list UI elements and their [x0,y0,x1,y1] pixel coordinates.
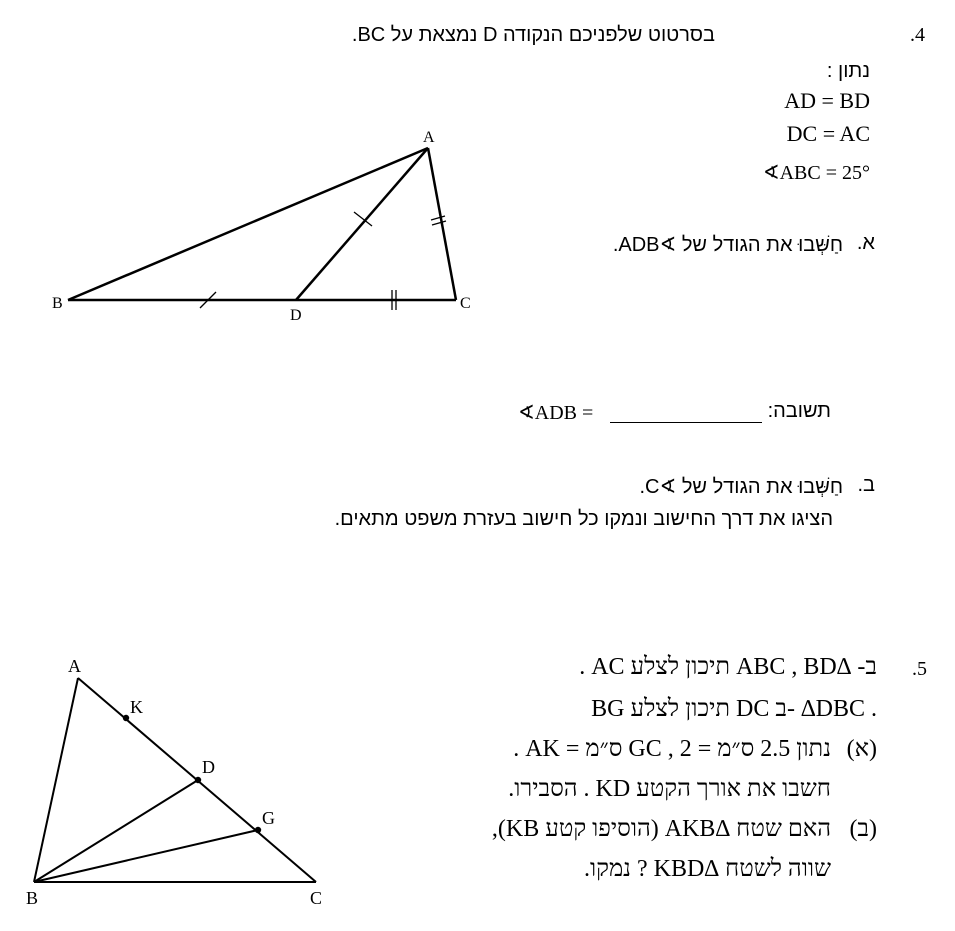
median-bg [34,830,258,882]
q4-given-label: נתון : [826,60,870,82]
q5-line-1: ב- ∆ABC , BD תיכון לצלע AC . [579,654,877,680]
label-a: A [423,129,435,146]
q4-part-b-instruction: הציגו את דרך החישוב ונמקו כל חישוב בעזרת משפט מתאים. [334,508,833,530]
segment-ad [296,148,428,300]
q4-part-a-letter: א. [856,232,875,254]
label-b: B [26,888,39,908]
q5-part-b-line-2: שווה לשטח ∆KBD ? נמקו. [583,856,831,882]
label-d: D [202,757,215,777]
q4-answer-label: תשובה: [767,400,831,422]
q5-part-a-line-2: חשבו את אורך הקטע KD . הסבירו. [508,776,831,802]
q4-prompt: בסרטוט שלפניכם הנקודה D נמצאת על BC. [351,24,715,46]
label-a: A [68,656,81,676]
q5-part-a-letter: (א) [846,736,877,762]
side-ab [34,678,78,882]
tick-ac-2 [432,221,446,225]
label-b: B [52,295,63,312]
label-k: K [130,697,143,717]
side-ab [68,148,428,300]
q4-answer-blank[interactable] [610,400,762,423]
label-c: C [310,888,323,908]
label-g: G [262,808,275,828]
q4-given-2: DC = AC [786,121,870,146]
side-ac [428,148,456,300]
point-k [123,715,129,721]
q5-triangle-figure [20,650,350,912]
q5-number: .5 [912,658,927,680]
q4-answer-expr: ∢ADB = [518,402,594,424]
q5-part-a-line-1: נתון 2.5 ס״מ = GC , 2 ס״מ = AK . [513,736,831,762]
q4-part-b-letter: ב. [857,474,875,496]
point-g [255,827,261,833]
q5-part-b-letter: (ב) [849,816,877,842]
q4-given-1: AD = BD [784,88,870,113]
point-d [195,777,201,783]
label-d: D [290,307,302,324]
q4-number: .4 [910,24,925,46]
q5-part-b-line-1: האם שטח ∆AKB (הוסיפו קטע KB), [491,816,831,842]
median-bd [34,780,198,882]
label-c: C [460,295,471,312]
q4-part-b-text: חַשְּׁבוּ את הגודל של ∢C. [639,476,843,498]
q4-part-a-text: חַשְּׁבוּ את הגודל של ∢ADB. [612,234,843,256]
tick-ac-1 [431,216,445,220]
q4-triangle-figure [40,120,490,330]
q5-line-2: BG תיכון לצלע DC ב- ∆DBC . [591,696,877,722]
q4-given-3: ∢ABC = 25° [762,162,870,184]
